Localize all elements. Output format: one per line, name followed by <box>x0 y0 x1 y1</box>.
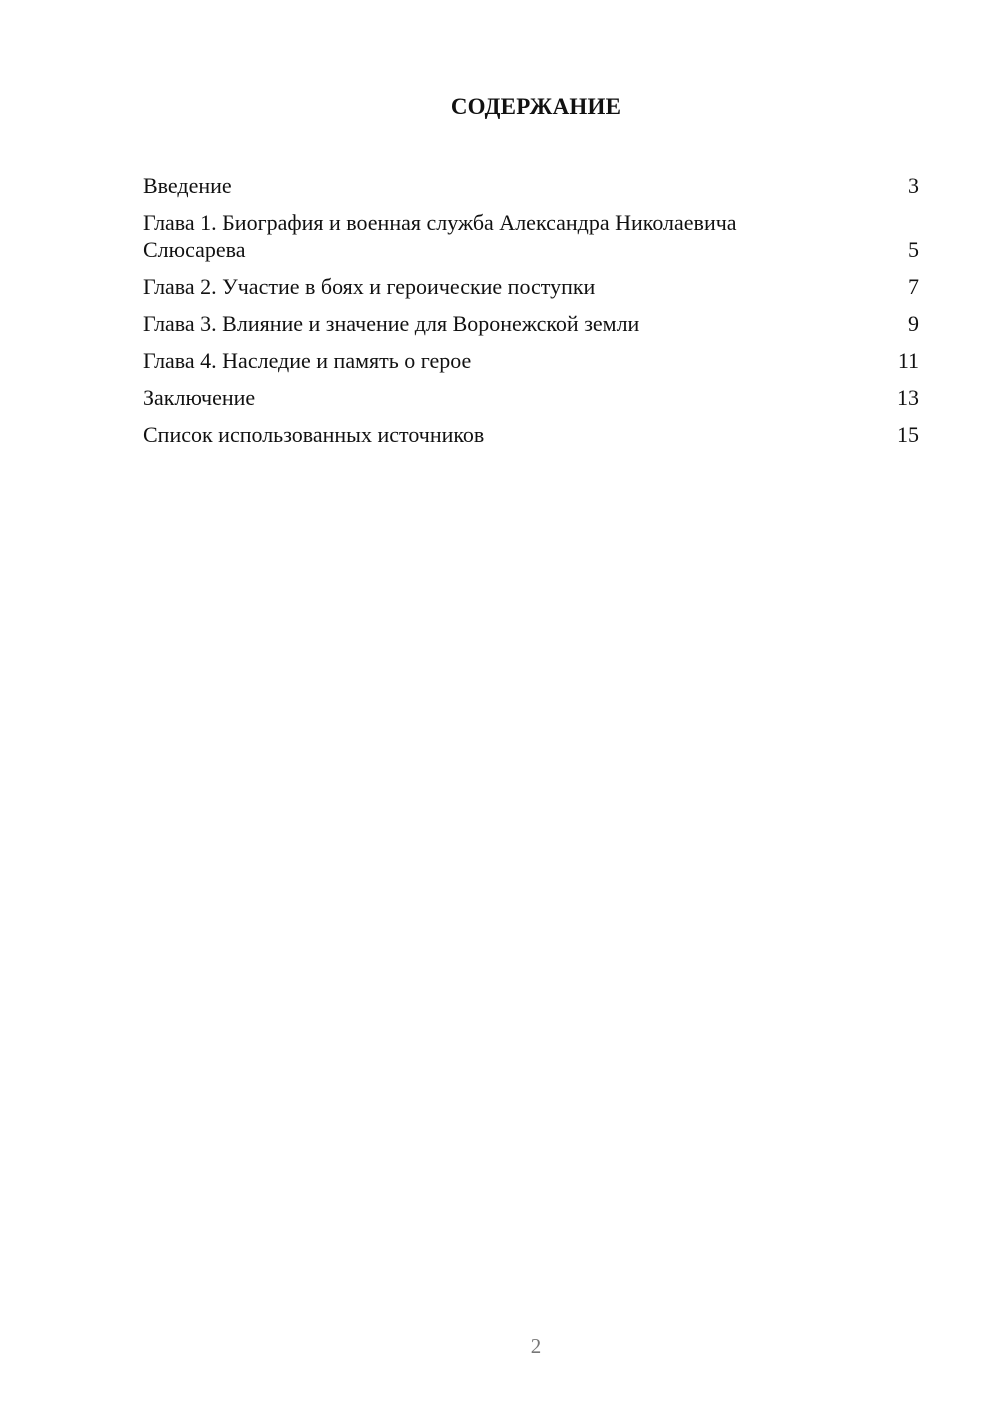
toc-entry-introduction[interactable] <box>143 172 919 199</box>
toc-entry-title: Глава 3. Влияние и значение для Воронежской земли <box>143 311 640 336</box>
toc-entry-title: Глава 2. Участие в боях и героические поступки <box>143 274 596 299</box>
toc-entry-page-number: 11 <box>897 348 919 373</box>
toc-entry-page-number: 15 <box>897 422 919 447</box>
toc-entry-chapter-3[interactable] <box>143 310 919 337</box>
table-of-contents <box>143 172 919 458</box>
toc-entry-title: Заключение <box>143 385 256 410</box>
toc-entry-page-number: 7 <box>908 274 919 299</box>
toc-entry-chapter-2[interactable] <box>143 273 919 300</box>
toc-entry-page-number: 9 <box>908 311 919 336</box>
toc-entry-title: Глава 4. Наследие и память о герое <box>143 348 472 373</box>
toc-heading: СОДЕРЖАНИЕ <box>450 94 622 119</box>
toc-entry-chapter-1[interactable] <box>143 209 919 263</box>
toc-entry-title: Список использованных источников <box>143 422 485 447</box>
toc-entry-title: Глава 1. Биография и военная служба Александра Николаевича Слюсарева <box>143 210 737 262</box>
toc-entry-page-number: 3 <box>908 173 919 198</box>
toc-entry-page-number: 13 <box>897 385 919 410</box>
toc-entry-references[interactable] <box>143 421 919 448</box>
toc-entry-page-number: 5 <box>908 237 919 262</box>
toc-entry-title: Введение <box>143 173 232 198</box>
toc-entry-conclusion[interactable] <box>143 384 919 411</box>
toc-entry-chapter-4[interactable] <box>143 347 919 374</box>
page-number: 2 <box>530 1334 542 1358</box>
